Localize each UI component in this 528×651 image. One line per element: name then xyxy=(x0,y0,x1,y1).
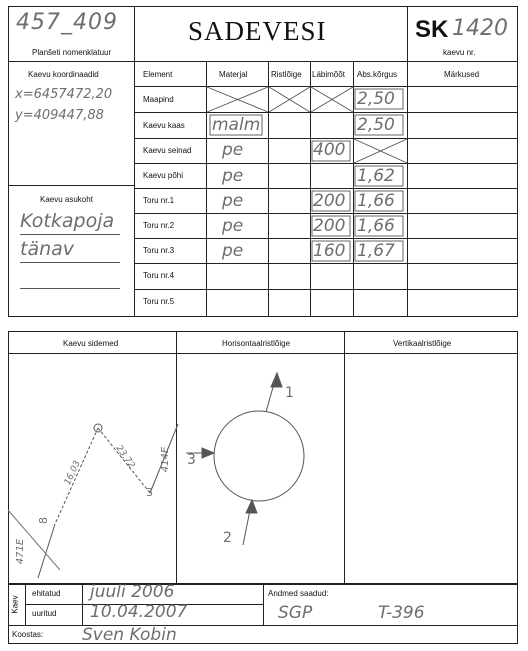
footer-built-value: juuli 2006 xyxy=(90,582,175,602)
plan-label: Planšeti nomenklatuur xyxy=(32,48,112,57)
sketch-arrow-1: 1 xyxy=(285,385,294,401)
cell-height: 1,66 xyxy=(357,191,395,211)
footer-measured-label: uuritud xyxy=(32,609,57,618)
coord-x: x=6457472,20 xyxy=(15,87,113,102)
cell-height: 2,50 xyxy=(357,115,395,135)
cell-diameter: 200 xyxy=(313,191,346,211)
th-remarks: Märkused xyxy=(444,70,480,79)
footer-data-value-1: SGP xyxy=(278,603,313,623)
divider-footer xyxy=(263,584,264,625)
plan-number: 457_409 xyxy=(16,10,118,35)
coords-label: Kaevu koordinaadid xyxy=(28,70,99,79)
location-label: Kaevu asukoht xyxy=(40,195,93,204)
th-diameter: Läbimõõt xyxy=(312,70,345,79)
cell-height: 1,67 xyxy=(357,241,395,261)
th-material: Materjal xyxy=(219,70,248,79)
row-element: Maapind xyxy=(143,95,174,104)
sketch-well-right: 414E xyxy=(160,446,172,473)
well-prefix: SK xyxy=(415,16,449,43)
cell-material: pe xyxy=(222,140,244,160)
cell-diameter: 160 xyxy=(313,241,346,261)
sketch-header-connections: Kaevu sidemed xyxy=(63,339,119,348)
th-cross-section: Ristlõige xyxy=(271,70,302,79)
footer-composed-value: Sven Kobin xyxy=(82,625,177,645)
sketch-length-b: 23,72 xyxy=(113,443,137,471)
row-element: Toru nr.3 xyxy=(143,246,175,255)
row-element: Kaevu kaas xyxy=(143,121,185,130)
footer-side-label: Kaev xyxy=(10,595,20,614)
divider-footer xyxy=(82,584,83,625)
row-element: Kaevu põhi xyxy=(143,171,184,180)
cell-material: pe xyxy=(222,241,244,261)
sketch-header-horizontal: Horisontaalristlõige xyxy=(222,339,291,348)
sketch-well-left: 471E xyxy=(15,538,27,565)
location-line1: Kotkapoja xyxy=(20,210,115,232)
sketch-length-a: 16,03 xyxy=(62,459,83,487)
sketch-header-vertical: Vertikaalristlõige xyxy=(393,339,452,348)
footer-data-value-2: T-396 xyxy=(378,603,425,623)
th-abs-height: Abs.kõrgus xyxy=(357,70,398,79)
well-number: 1420 xyxy=(452,16,508,41)
cell-height: 1,62 xyxy=(357,166,395,186)
sketch-arrow-3: 3 xyxy=(187,452,196,468)
cell-diameter: 400 xyxy=(313,140,346,160)
cell-material: pe xyxy=(222,191,244,211)
well-label: kaevu nr. xyxy=(443,48,476,57)
location-line2: tänav xyxy=(20,238,75,260)
row-element: Toru nr.5 xyxy=(143,297,175,306)
row-element: Toru nr.2 xyxy=(143,221,175,230)
cell-material: malm xyxy=(212,115,261,135)
form-title: SADEVESI xyxy=(188,16,327,46)
sketch-arrow-2: 2 xyxy=(223,530,232,546)
footer-composed-label: Koostas: xyxy=(12,630,44,639)
cell-height: 1,66 xyxy=(357,216,395,236)
cell-height: 2,50 xyxy=(357,89,395,109)
row-element: Kaevu seinad xyxy=(143,146,192,155)
sketch-pipe-3: 3 xyxy=(146,486,153,499)
cell-diameter: 200 xyxy=(313,216,346,236)
sketch-pipe-8: 8 xyxy=(37,517,50,524)
cell-material: pe xyxy=(222,166,244,186)
cell-material: pe xyxy=(222,216,244,236)
footer-measured-value: 10.04.2007 xyxy=(90,602,188,622)
th-element: Element xyxy=(143,70,173,79)
footer-built-label: ehitatud xyxy=(32,589,61,598)
row-element: Toru nr.1 xyxy=(143,196,175,205)
footer-data-label: Andmed saadud: xyxy=(268,589,329,598)
coord-y: y=409447,88 xyxy=(15,108,104,123)
row-element: Toru nr.4 xyxy=(143,271,175,280)
